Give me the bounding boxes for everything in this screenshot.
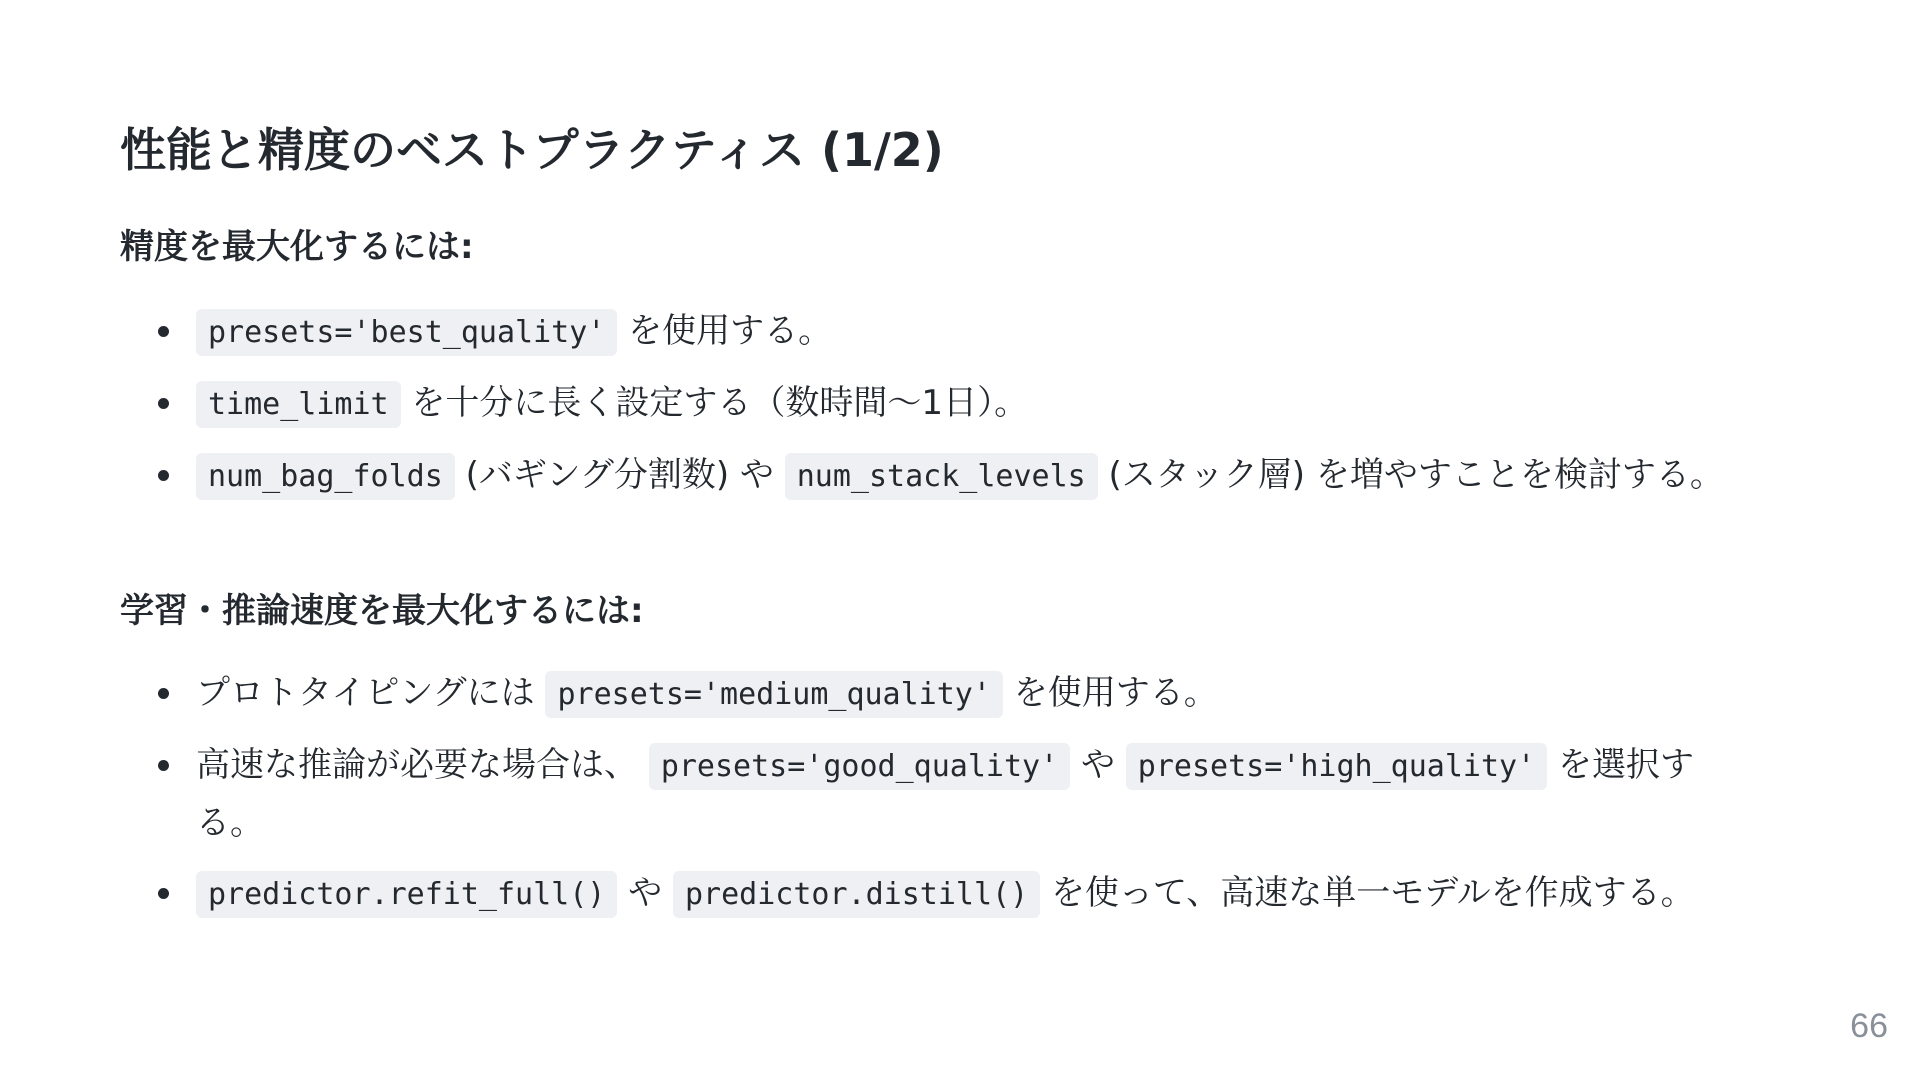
- bullet-text: や: [1070, 745, 1126, 785]
- list-item: [120, 447, 1756, 505]
- list-item: [120, 665, 1756, 723]
- bullet-dot-icon: [158, 398, 169, 409]
- list-item: [120, 375, 1756, 433]
- inline-code: predictor.distill(): [673, 871, 1040, 918]
- bullet-text: (スタック層) を増やすことを検討する。: [1097, 455, 1724, 495]
- inline-code: num_stack_levels: [785, 453, 1098, 500]
- bullet-dot-icon: [158, 760, 169, 771]
- bullet-text: を選択する。: [196, 745, 1694, 843]
- inline-code: num_bag_folds: [196, 453, 455, 500]
- bullet-text: を使って、高速な単一モデルを作成する。: [1040, 873, 1695, 913]
- inline-code: presets='best_quality': [196, 309, 617, 356]
- bullet-text: を使用する。: [617, 311, 833, 351]
- bullet-list-accuracy: [120, 303, 1820, 519]
- bullet-dot-icon: [158, 326, 169, 337]
- slide-title: 性能と精度のベストプラクティス (1/2): [120, 123, 944, 177]
- inline-code: predictor.refit_full(): [196, 871, 617, 918]
- bullet-dot-icon: [158, 688, 169, 699]
- section-heading-speed: 学習・推論速度を最大化するには:: [120, 591, 644, 631]
- bullet-text: を十分に長く設定する（数時間〜1日）。: [400, 383, 1029, 423]
- list-item: [120, 303, 1756, 361]
- bullet-text: 高速な推論が必要な場合は、: [196, 745, 649, 785]
- page-number: 66: [1850, 1007, 1888, 1045]
- inline-code: time_limit: [196, 381, 401, 428]
- bullet-dot-icon: [158, 470, 169, 481]
- bullet-text: を使用する。: [1002, 673, 1218, 713]
- bullet-text: プロトタイピングには: [196, 673, 546, 713]
- bullet-text: (バギング分割数) や: [454, 455, 785, 495]
- bullet-dot-icon: [158, 888, 169, 899]
- bullet-list-speed: [120, 665, 1820, 937]
- list-item: [120, 737, 1756, 851]
- inline-code: presets='high_quality': [1126, 743, 1547, 790]
- inline-code: presets='medium_quality': [545, 671, 1002, 718]
- list-item: [120, 865, 1756, 923]
- inline-code: presets='good_quality': [649, 743, 1070, 790]
- section-heading-accuracy: 精度を最大化するには:: [120, 227, 474, 267]
- bullet-text: や: [617, 873, 673, 913]
